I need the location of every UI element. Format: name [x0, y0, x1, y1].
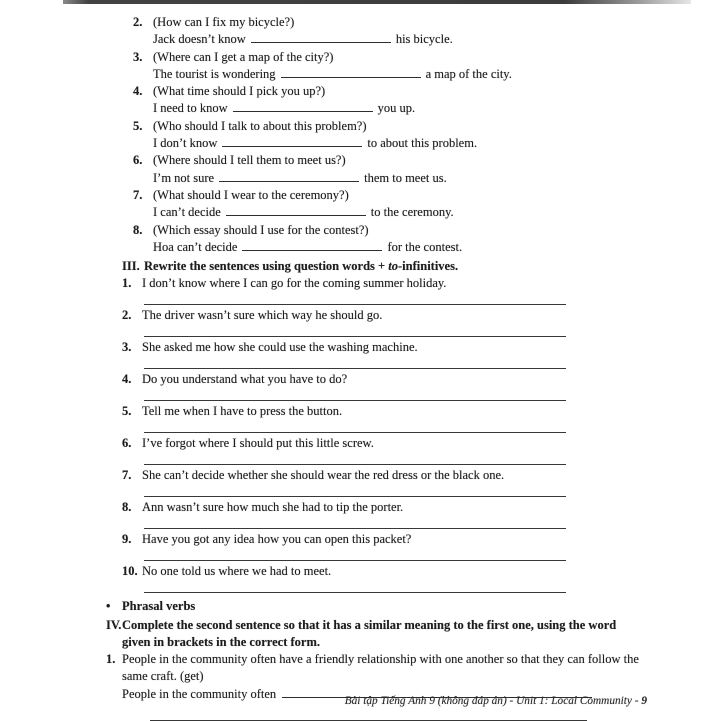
- sentence-text: Have you got any idea how you can open this packet?: [142, 532, 412, 547]
- question-line: [133, 118, 673, 135]
- section-iii-heading: [122, 258, 662, 275]
- answer-text: Hoa can’t decide for the contest.: [153, 239, 463, 254]
- answer-line: [133, 135, 673, 152]
- answer-line: [133, 204, 673, 221]
- answer-line: [144, 452, 566, 465]
- section-title: Complete the second sentence so that it has a similar meaning to the first one, using the word given in brackets in the correct form.: [122, 618, 617, 650]
- item-number: 3.: [122, 340, 132, 355]
- answer-line: [144, 484, 566, 497]
- answer-blank: [219, 170, 359, 182]
- answer-blank: [226, 204, 366, 216]
- exercise-item: [122, 563, 662, 593]
- answer-text: I’m not sure them to meet us.: [153, 170, 447, 185]
- section-number: III.: [122, 259, 140, 274]
- sentence-line: [122, 531, 662, 548]
- item-number: 3.: [133, 49, 143, 64]
- section-iii-items: [122, 275, 662, 593]
- answer-text: The tourist is wondering a map of the city.: [153, 66, 512, 81]
- exercise-item: [133, 83, 673, 118]
- section-ii-fill-blank-exercise: [133, 14, 673, 256]
- exercise-item: [122, 339, 662, 369]
- answer-line: [144, 324, 566, 337]
- item-number: 4.: [133, 84, 143, 99]
- exercise-item: [122, 435, 662, 465]
- item-number: 5.: [122, 404, 132, 419]
- exercise-item: [133, 222, 673, 257]
- phrasal-verbs-label: Phrasal verbs: [122, 599, 196, 614]
- item-text: People in the community often have a friendly relationship with one another so that they can follow the same craft. (get) People in the community often: [122, 651, 646, 721]
- answer-line: [133, 239, 673, 256]
- page-number: 9: [641, 695, 647, 707]
- question-text: (Who should I talk to about this problem?): [153, 118, 367, 133]
- question-line: [133, 187, 673, 204]
- section-title: Rewrite the sentences using question words + to-infinitives.: [144, 259, 459, 274]
- answer-blank: [281, 66, 421, 78]
- answer-line: [144, 420, 566, 433]
- rewrite-prefix: People in the community often: [122, 687, 277, 702]
- answer-blank: [222, 135, 362, 147]
- sentence-text: She can’t decide whether she should wear the red dress or the black one.: [142, 468, 505, 483]
- sentence-text: No one told us where we had to meet.: [142, 564, 332, 579]
- item-number: 9.: [122, 532, 132, 547]
- exercise-item: [122, 403, 662, 433]
- answer-text: I need to know you up.: [153, 101, 416, 116]
- item-number: 5.: [133, 118, 143, 133]
- question-text: (What time should I pick you up?): [153, 84, 326, 99]
- sentence-text: The driver wasn’t sure which way he should go.: [142, 308, 383, 323]
- exercise-item: [122, 531, 662, 561]
- sentence-text: Tell me when I have to press the button.: [142, 404, 343, 419]
- sentence-line: [122, 467, 662, 484]
- sentence-line: [122, 403, 662, 420]
- answer-text: I can’t decide to the ceremony.: [153, 205, 454, 220]
- page-footer: [345, 695, 647, 707]
- answer-line: [133, 100, 673, 117]
- exercise-item: [122, 307, 662, 337]
- question-text: (How can I fix my bicycle?): [153, 15, 295, 29]
- section-iii-rewrite-exercise: [122, 258, 662, 593]
- exercise-item: [133, 49, 673, 84]
- question-text: (Where should I tell them to meet us?): [153, 153, 346, 168]
- exercise-item: [133, 187, 673, 222]
- item-number: 6.: [122, 436, 132, 451]
- answer-blank: [251, 31, 391, 43]
- exercise-item: [122, 275, 662, 305]
- item-number: 2.: [122, 308, 132, 323]
- exercise-item: [122, 499, 662, 529]
- workbook-page: [0, 14, 711, 721]
- answer-line: [144, 580, 566, 593]
- sentence-line: [122, 563, 662, 580]
- sentence-line: [122, 499, 662, 516]
- item-number: 7.: [133, 187, 143, 202]
- answer-text: I don’t know to about this problem.: [153, 136, 478, 151]
- exercise-item: [133, 14, 673, 49]
- answer-line: [133, 170, 673, 187]
- answer-line: [144, 292, 566, 305]
- sentence-text: Do you understand what you have to do?: [142, 372, 348, 387]
- sentence-text: Ann wasn’t sure how much she had to tip the porter.: [142, 500, 404, 515]
- item-number: 10.: [122, 564, 138, 579]
- answer-line: [144, 516, 566, 529]
- bullet-icon: •: [106, 599, 111, 614]
- sentence-line: [122, 339, 662, 356]
- answer-text: Jack doesn’t know his bicycle.: [153, 32, 453, 47]
- exercise-item: [122, 371, 662, 401]
- section-number: IV.: [106, 618, 122, 633]
- sentence-line: [122, 275, 662, 292]
- item-number: 4.: [122, 372, 132, 387]
- question-line: [133, 83, 673, 100]
- answer-line: [144, 548, 566, 561]
- item-number: 2.: [133, 15, 143, 29]
- answer-line: [144, 388, 566, 401]
- question-line: [133, 152, 673, 169]
- footer-text: Bài tập Tiếng Anh 9 (không đáp án) - Unit 1: Local Community -: [344, 695, 642, 707]
- item-number: 1.: [106, 652, 116, 667]
- answer-blank: [242, 239, 382, 251]
- question-text: (Which essay should I use for the contest?): [153, 222, 369, 237]
- answer-line: [144, 356, 566, 369]
- answer-line: [133, 31, 673, 48]
- answer-blank: [233, 100, 373, 112]
- exercise-item: [122, 467, 662, 497]
- sentence-line: [122, 435, 662, 452]
- section-iv-heading: [106, 617, 646, 651]
- question-line: [133, 49, 673, 66]
- phrasal-verbs-heading: [106, 598, 646, 615]
- question-text: (Where can I get a map of the city?): [153, 49, 334, 64]
- question-line: [133, 14, 673, 31]
- page-top-edge-shadow: [63, 0, 691, 4]
- question-line: [133, 222, 673, 239]
- sentence-line: [122, 371, 662, 388]
- item-number: 7.: [122, 468, 132, 483]
- exercise-item: [133, 152, 673, 187]
- exercise-item: [133, 118, 673, 153]
- sentence-text: I’ve forgot where I should put this little screw.: [142, 436, 374, 451]
- sentence-text: She asked me how she could use the washing machine.: [142, 340, 418, 355]
- item-number: 8.: [122, 500, 132, 515]
- item-number: 1.: [122, 276, 132, 291]
- answer-line: [133, 66, 673, 83]
- item-number: 8.: [133, 222, 143, 237]
- sentence-line: [122, 307, 662, 324]
- question-text: (What should I wear to the ceremony?): [153, 187, 349, 202]
- sentence-text: I don’t know where I can go for the coming summer holiday.: [142, 276, 447, 291]
- item-number: 6.: [133, 153, 143, 168]
